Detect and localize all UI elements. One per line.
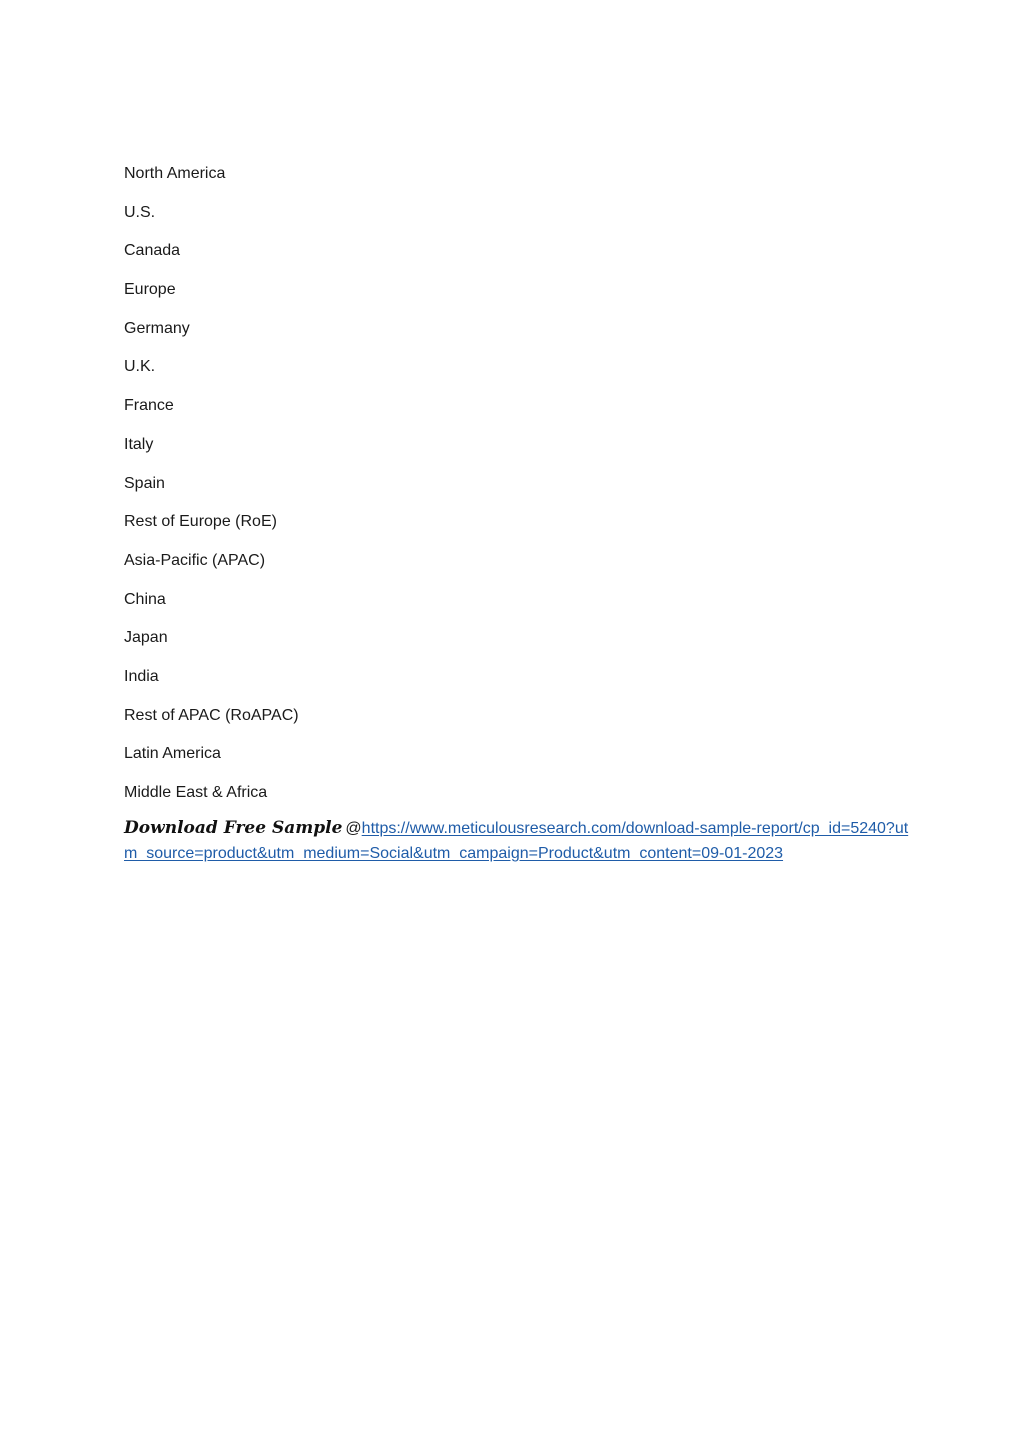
region-item: Spain — [124, 474, 165, 492]
region-item: China — [124, 590, 166, 608]
region-item: Canada — [124, 242, 181, 260]
download-sample-link[interactable]: https://www.meticulousresearch.com/download-sample-report/cp_id=5240?utm_source=product&utm_medium=Social&utm_campaign=Product&utm_content=09-01-2023 — [124, 819, 909, 862]
region-item: Italy — [124, 435, 154, 453]
region-item: Germany — [124, 319, 190, 337]
region-item: U.S. — [124, 203, 156, 221]
region-item: Rest of APAC (RoAPAC) — [124, 706, 299, 724]
download-sample-paragraph — [124, 816, 914, 866]
region-item: India — [124, 667, 159, 685]
region-list — [124, 161, 914, 806]
region-item: Japan — [124, 629, 168, 647]
download-sample-label: Download Free Sample — [124, 817, 343, 838]
region-item: Latin America — [124, 745, 221, 763]
at-sign: @ — [345, 819, 362, 837]
region-item: Europe — [124, 281, 176, 299]
document-content — [124, 161, 914, 866]
region-item: Rest of Europe (RoE) — [124, 513, 277, 531]
region-item: North America — [124, 165, 226, 182]
region-item: Asia-Pacific (APAC) — [124, 551, 266, 569]
region-item: U.K. — [124, 358, 156, 376]
region-item: France — [124, 397, 174, 415]
region-item: Middle East & Africa — [124, 784, 268, 801]
